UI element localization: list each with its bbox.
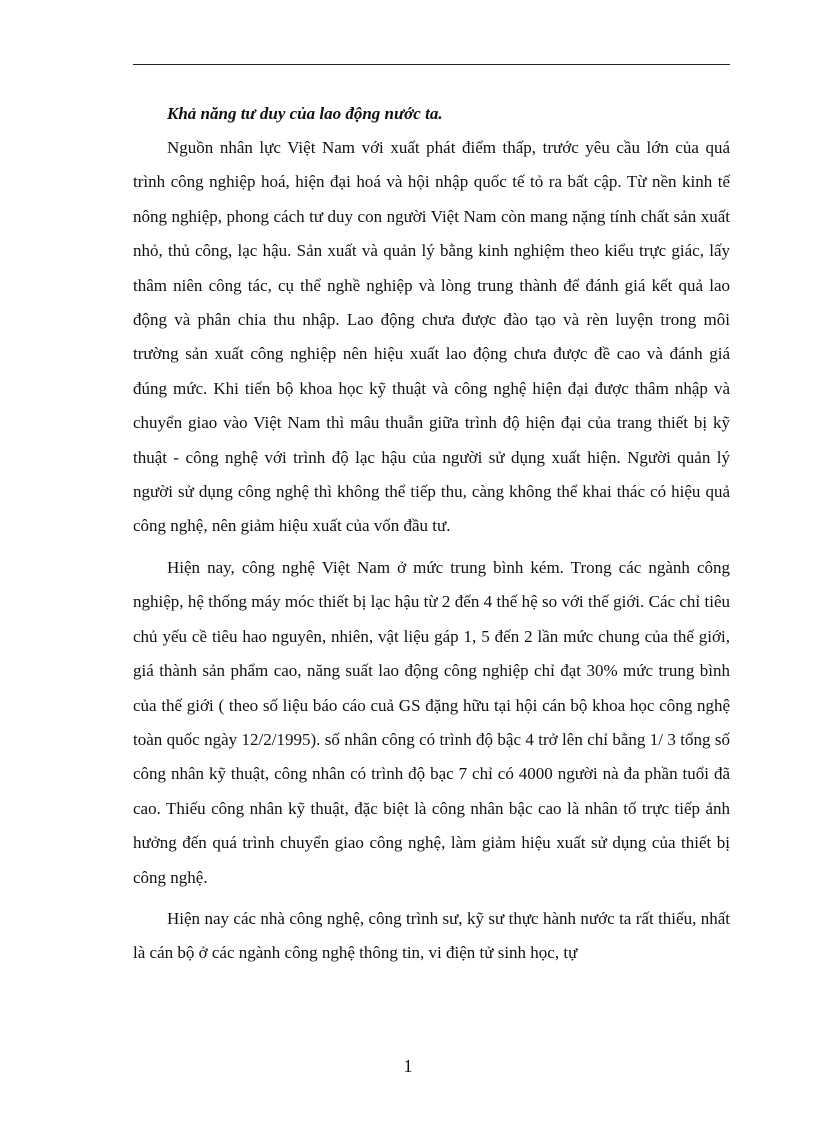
paragraph-2: Hiện nay, công nghệ Việt Nam ở mức trung bình kém. Trong các ngành công nghiệp, hệ thống máy móc thiết bị lạc hậu từ 2 đến 4 thế hệ so với thế giới. Các chỉ tiêu chủ yếu cề tiêu hao nguyên, nhiên, vật liệu gáp 1, 5 đến 2 lần mức chung của thế giới, giá thành sản phẩm cao, năng suất lao động công nghiệp chỉ đạt 30% mức trung bình của thế giới ( theo số liệu báo cáo cuả GS đặng hữu tại hội cán bộ khoa học công nghệ toàn quốc ngày 12/2/1995). số nhân công có trình độ bậc 4 trở lên chỉ bằng 1/ 3 tổng số công nhân kỹ thuật, công nhân có trình độ bạc 7 chỉ có 4000 người nà đa phần tuổi đã cao. Thiếu công nhân kỹ thuật, đặc biệt là công nhân bậc cao là nhân tố trực tiếp ảnh hưởng đến quá trình chuyển giao công nghệ, làm giảm hiệu xuất sử dụng của thiết bị công nghệ. [133, 557, 730, 887]
page-number: 1 [403, 1056, 413, 1076]
paragraph-3: Hiện nay các nhà công nghệ, công trình sư, kỹ sư thực hành nước ta rất thiếu, nhất là cán bộ ở các ngành công nghệ thông tin, vi điện tử sinh học, tự [133, 908, 730, 963]
paragraph-1: Nguồn nhân lực Việt Nam với xuất phát điểm thấp, trước yêu cầu lớn của quá trình công nghiệp hoá, hiện đại hoá và hội nhập quốc tế tỏ ra bất cập. Từ nền kinh tế nông nghiệp, phong cách tư duy con người Việt Nam còn mang nặng tính chất sản xuất nhỏ, thủ công, lạc hậu. Sản xuất và quản lý bằng kinh nghiệm theo kiểu trực giác, lấy thâm niên công tác, cụ thể nghề nghiệp và lòng trung thành để đánh giá kết quả lao động và phân chia thu nhập. Lao động chưa được đào tạo và rèn luyện trong môi trường sản xuất công nghiệp nên hiệu xuất lao động chưa được đề cao và đánh giá đúng mức. Khi tiến bộ khoa học kỹ thuật và công nghệ hiện đại được thâm nhập và chuyển giao vào Việt Nam thì mâu thuẫn giữa trình độ hiện đại của trang thiết bị kỹ thuật - công nghệ với trình độ lạc hậu của người sử dụng xuất hiện. Người quản lý người sử dụng công nghệ thì không thể tiếp thu, càng không thể khai thác có hiệu quả công nghệ, nên giảm hiệu xuất của vốn đầu tư. [133, 138, 730, 536]
document-body [133, 97, 730, 971]
section-heading: Khả năng tư duy của lao động nước ta. [167, 104, 443, 123]
header-rule [133, 64, 730, 65]
